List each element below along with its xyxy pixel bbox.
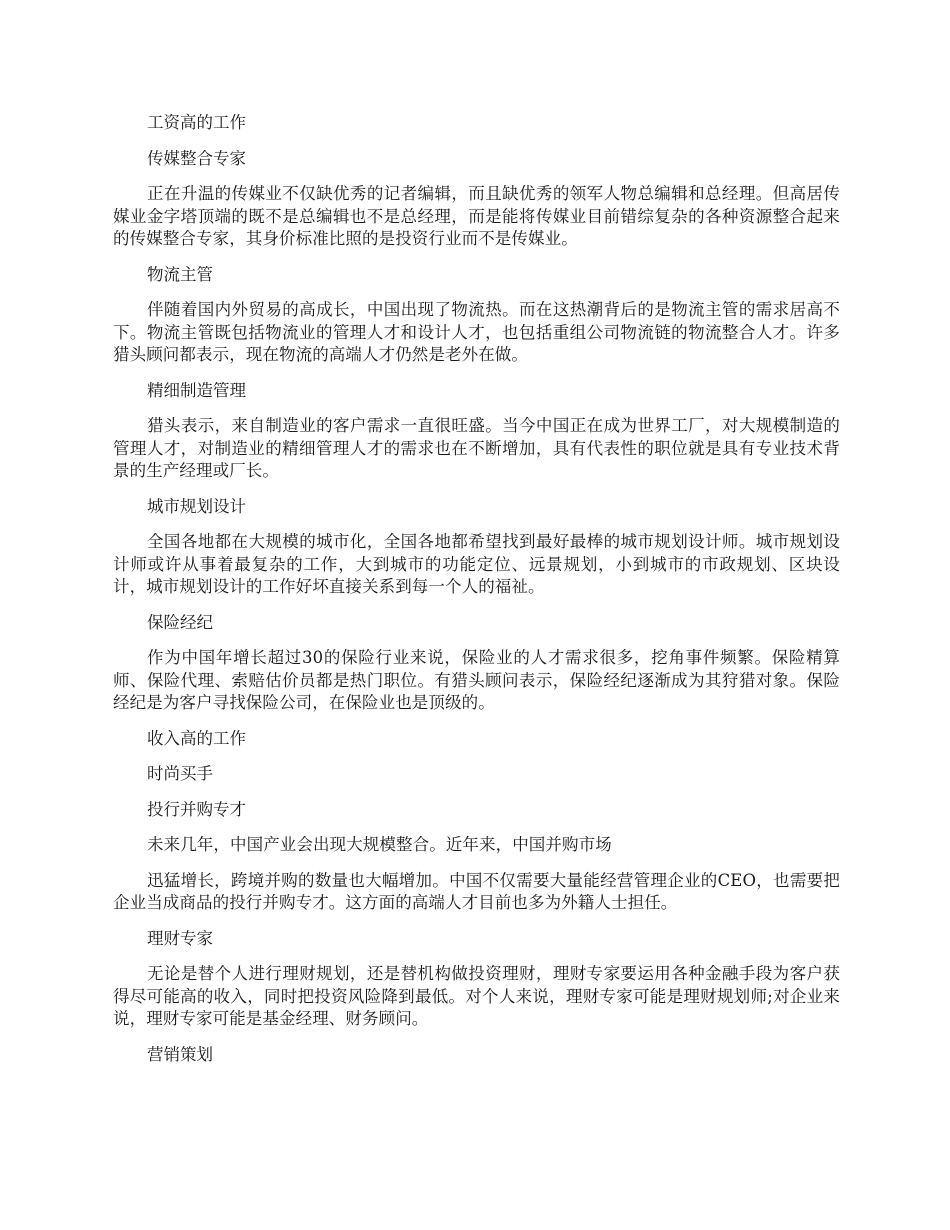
document-body [113,112,840,1066]
job-title: 物流主管 [147,264,213,284]
section-heading: 工资高的工作 [147,113,246,132]
job-title: 保险经纪 [147,612,213,632]
job-title: 传媒整合专家 [147,148,246,168]
paragraph: 未来几年，中国产业会出现大规模整合。近年来，中国并购市场 [147,835,612,854]
job-title: 理财专家 [147,928,213,948]
paragraph: 作为中国年增长超过30的保险行业来说，保险业的人才需求很多，挖角事件频繁。保险精算师、保险代理、索赔估价员都是热门职位。有猎头顾问表示，保险经纪逐渐成为其狩猎对象。保险经纪是为客户寻找保险公司，在保险业也是顶级的。 [113,648,840,712]
job-title: 营销策划 [147,1044,213,1064]
paragraph: 无论是替个人进行理财规划，还是替机构做投资理财，理财专家要运用各种金融手段为客户获得尽可能高的收入，同时把投资风险降到最低。对个人来说，理财专家可能是理财规划师;对企业来说，理财专家可能是基金经理、财务顾问。 [113,964,840,1028]
job-title: 时尚买手 [147,764,213,783]
paragraph: 正在升温的传媒业不仅缺优秀的记者编辑，而且缺优秀的领军人物总编辑和总经理。但高居传媒业金字塔顶端的既不是总编辑也不是总经理，而是能将传媒业目前错综复杂的各种资源整合起来的传媒整合专家，其身价标准比照的是投资行业而不是传媒业。 [113,184,840,248]
job-title: 投行并购专才 [147,799,246,819]
paragraph: 猎头表示，来自制造业的客户需求一直很旺盛。当今中国正在成为世界工厂，对大规模制造的管理人才，对制造业的精细管理人才的需求也在不断增加，具有代表性的职位就是具有专业技术背景的生产经理或厂长。 [113,416,840,480]
job-title: 精细制造管理 [147,380,246,400]
paragraph: 全国各地都在大规模的城市化，全国各地都希望找到最好最棒的城市规划设计师。城市规划设计师或许从事着最复杂的工作，大到城市的功能定位、远景规划，小到城市的市政规划、区块设计，城市规划设计的工作好坏直接关系到每一个人的福祉。 [113,532,840,596]
job-title: 城市规划设计 [147,496,246,516]
section-heading: 收入高的工作 [147,728,246,748]
paragraph: 伴随着国内外贸易的高成长，中国出现了物流热。而在这热潮背后的是物流主管的需求居高不下。物流主管既包括物流业的管理人才和设计人才，也包括重组公司物流链的物流整合人才。许多猎头顾问都表示，现在物流的高端人才仍然是老外在做。 [113,300,840,364]
paragraph: 迅猛增长，跨境并购的数量也大幅增加。中国不仅需要大量能经营管理企业的CEO，也需要把企业当成商品的投行并购专才。这方面的高端人才目前也多为外籍人士担任。 [113,870,840,912]
